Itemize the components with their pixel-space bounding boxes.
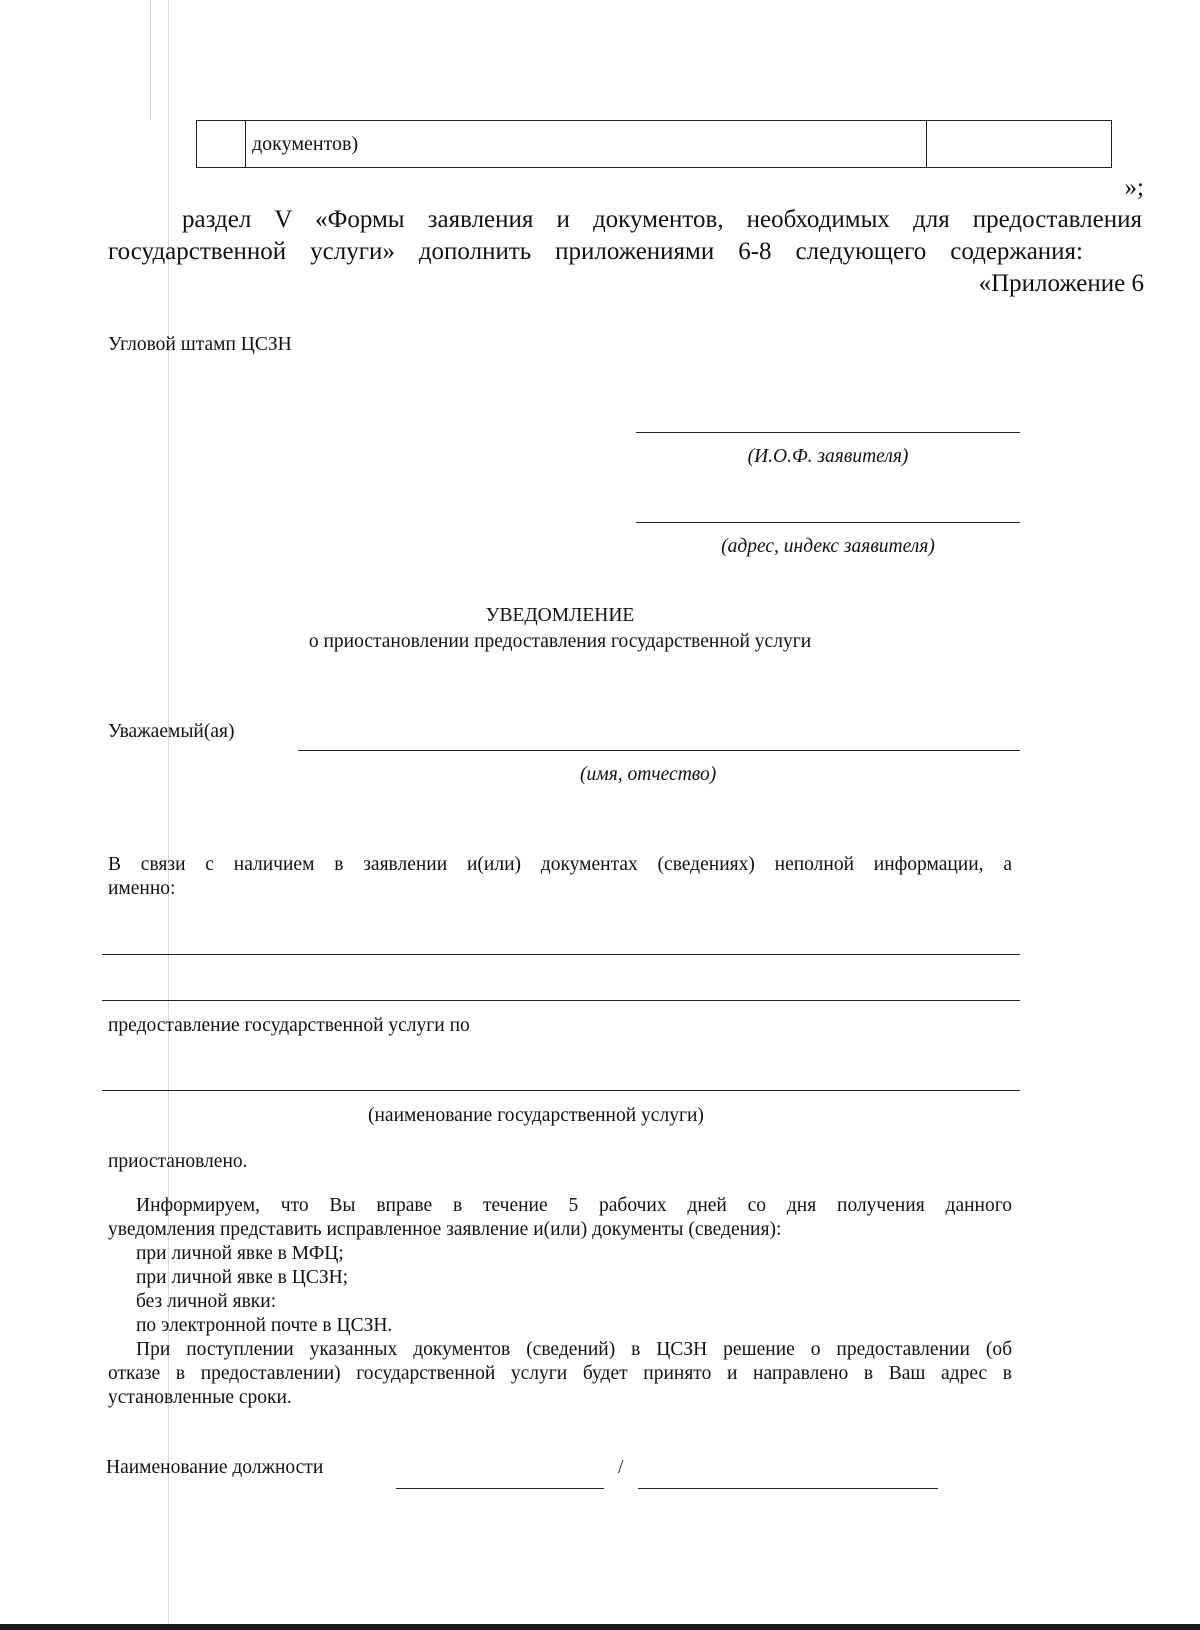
applicant-address-line bbox=[636, 522, 1020, 523]
stamp-label: Угловой штамп ЦСЗН bbox=[108, 334, 292, 355]
recipient-name-line bbox=[298, 750, 1020, 751]
signature-line bbox=[396, 1488, 604, 1489]
salutation: Уважаемый(ая) bbox=[108, 721, 235, 742]
table-cell-text: документов) bbox=[246, 121, 927, 168]
service-caption: (наименование государственной услуги) bbox=[368, 1105, 704, 1126]
reason-blank-line-1 bbox=[102, 954, 1020, 955]
intro-line-1: раздел V «Формы заявления и документов, необходимых для предоставления bbox=[182, 206, 1142, 233]
decision-line-1: При поступлении указанных документов (сведений) в ЦСЗН решение о предоставлении (об bbox=[136, 1339, 1012, 1360]
table-row bbox=[197, 121, 1112, 168]
applicant-address-caption: (адрес, индекс заявителя) bbox=[721, 536, 935, 557]
notice-title: УВЕДОМЛЕНИЕ bbox=[485, 605, 635, 626]
decision-line-2: отказе в предоставлении) государственной услуги будет принято и направлено в Ваш адрес в bbox=[108, 1363, 1012, 1384]
signature-separator: / bbox=[618, 1457, 624, 1478]
service-prefix: предоставление государственной услуги по bbox=[108, 1015, 470, 1036]
option-item: при личной явке в МФЦ; bbox=[136, 1243, 344, 1264]
closing-quote: »; bbox=[1124, 174, 1144, 201]
recipient-name-caption: (имя, отчество) bbox=[580, 764, 717, 785]
scan-artifact-line bbox=[150, 0, 151, 120]
appendix-label: «Приложение 6 bbox=[978, 270, 1144, 297]
reason-blank-line-2 bbox=[102, 1000, 1020, 1001]
option-item: без личной явки: bbox=[136, 1291, 277, 1312]
position-label: Наименование должности bbox=[106, 1457, 324, 1478]
option-item: по электронной почте в ЦСЗН. bbox=[136, 1315, 393, 1336]
reason-line-2: именно: bbox=[108, 878, 176, 899]
inform-line-1: Информируем, что Вы вправе в течение 5 рабочих дней со дня получения данного bbox=[136, 1195, 1012, 1216]
service-name-line bbox=[102, 1090, 1020, 1091]
decision-line-3: установленные сроки. bbox=[108, 1387, 292, 1408]
signer-name-line bbox=[638, 1488, 938, 1489]
scan-bottom-edge bbox=[0, 1624, 1200, 1630]
suspended-text: приостановлено. bbox=[108, 1151, 248, 1172]
applicant-name-line bbox=[636, 432, 1020, 433]
option-item: при личной явке в ЦСЗН; bbox=[136, 1267, 349, 1288]
applicant-name-caption: (И.О.Ф. заявителя) bbox=[747, 446, 909, 467]
intro-line-2: государственной услуги» дополнить приложениями 6-8 следующего содержания: bbox=[108, 238, 1083, 265]
table-cell-number bbox=[197, 121, 246, 168]
continuation-table bbox=[196, 120, 1112, 168]
notice-subtitle: о приостановлении предоставления государственной услуги bbox=[308, 631, 812, 652]
table-cell-value bbox=[927, 121, 1112, 168]
inform-line-2: уведомления представить исправленное заявление и(или) документы (сведения): bbox=[108, 1219, 782, 1240]
reason-line-1: В связи с наличием в заявлении и(или) документах (сведениях) неполной информации, а bbox=[108, 854, 1012, 875]
